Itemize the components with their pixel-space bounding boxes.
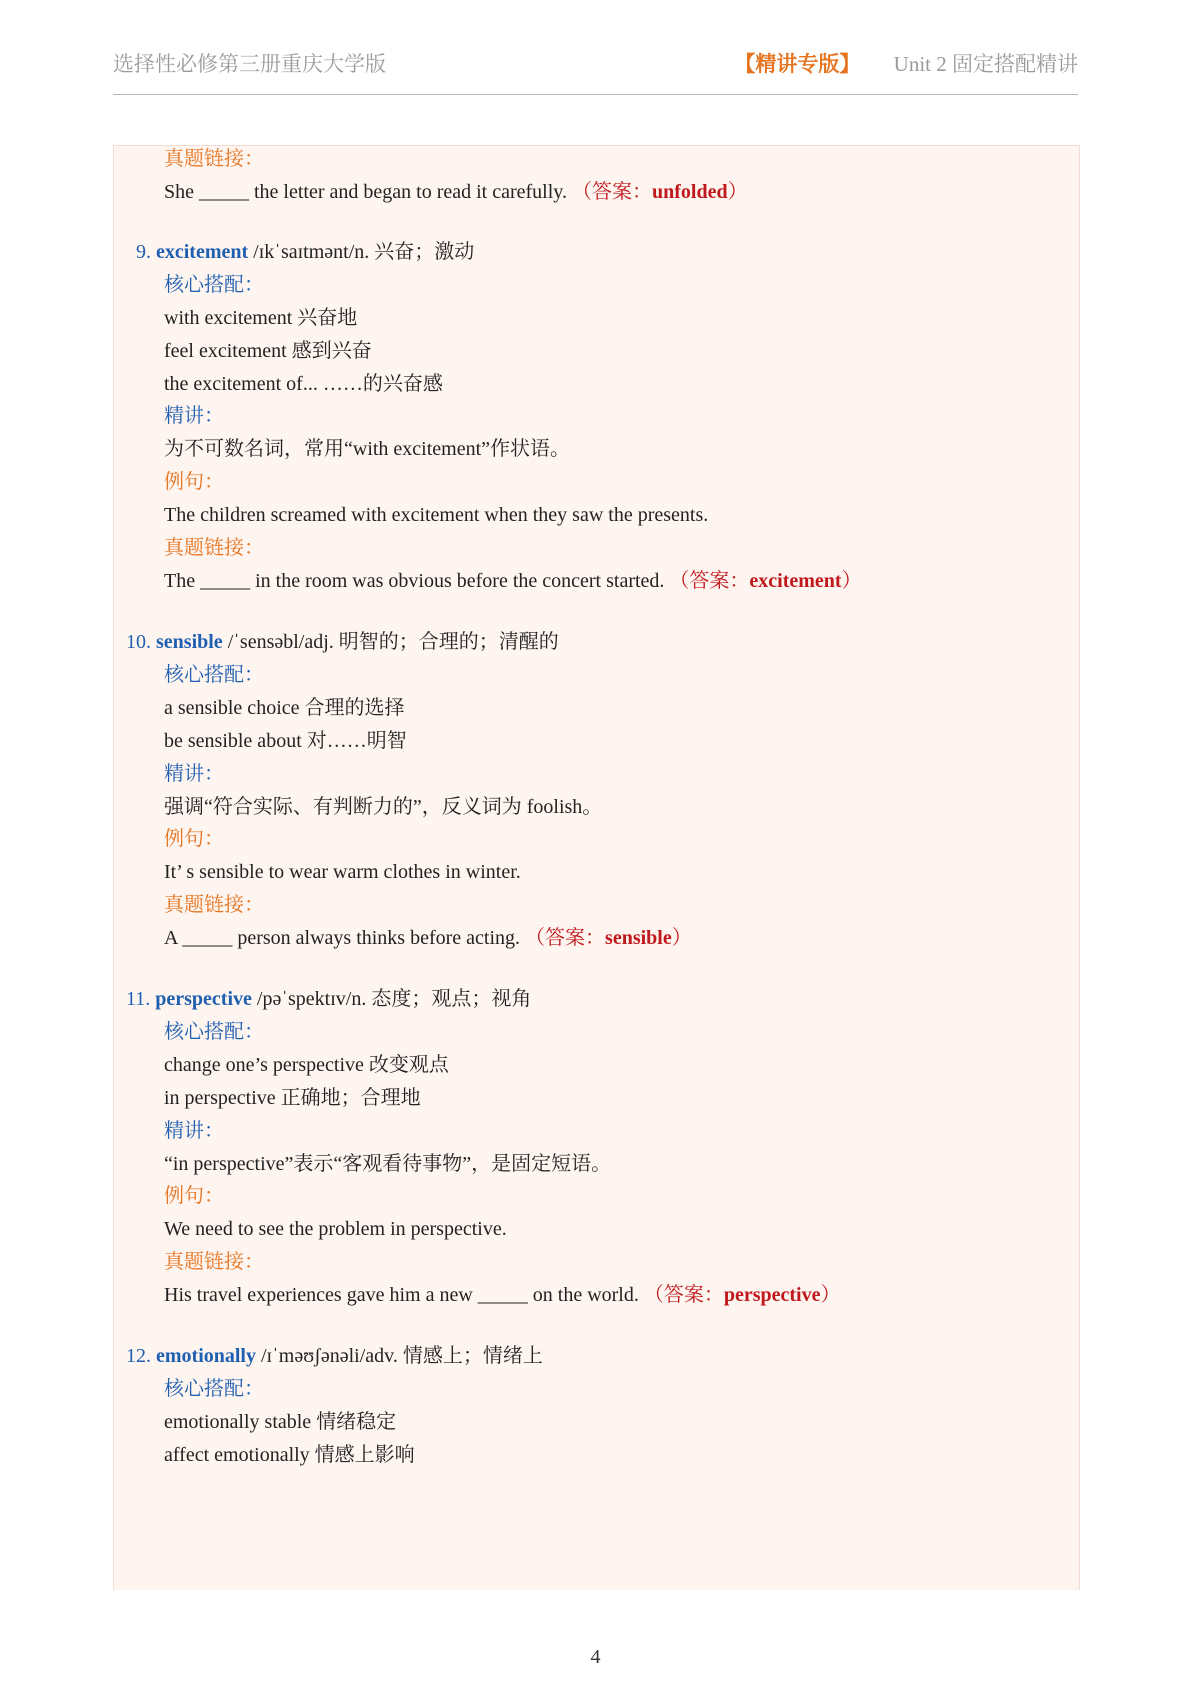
exam-sentence: [164, 179, 748, 205]
collocation-item: be sensible about 对……明智: [164, 730, 407, 752]
entry-heading: [136, 239, 474, 265]
answer-open: （答案：: [572, 181, 652, 203]
exam-sentence: [164, 925, 692, 951]
entry-heading: [126, 986, 531, 1012]
page-header: [113, 44, 1078, 95]
page-number: 4: [590, 1646, 601, 1668]
example-sentence: It’ s sensible to wear warm clothes in winter.: [164, 861, 521, 883]
answer-value: excitement: [749, 570, 842, 592]
explanation-text: “in perspective”表示“客观看待事物”，是固定短语。: [164, 1153, 612, 1175]
entry-heading: [126, 629, 559, 655]
answer-value: unfolded: [652, 181, 728, 203]
explanation-label: 精讲：: [164, 1120, 224, 1142]
entry-word: emotionally: [156, 1345, 256, 1367]
collocation-label: 核心搭配：: [164, 274, 264, 296]
content-panel: [113, 145, 1080, 1590]
entry-word: sensible: [156, 631, 223, 653]
entry-heading: [126, 1343, 543, 1369]
collocation-item: a sensible choice 合理的选择: [164, 697, 405, 719]
explanation-text: 强调“符合实际、有判断力的”，反义词为 foolish。: [164, 796, 603, 818]
exam-sentence: [164, 1282, 841, 1308]
answer-open: （答案：: [643, 1284, 724, 1306]
collocation-item: the excitement of... ……的兴奋感: [164, 373, 443, 395]
entry-number: 12.: [126, 1345, 151, 1367]
answer-value: perspective: [723, 1284, 821, 1306]
collocation-item: affect emotionally 情感上影响: [164, 1444, 415, 1466]
answer: [525, 927, 692, 949]
exam-text: His travel experiences gave him a new _____ on the world.: [164, 1284, 644, 1306]
answer-open: （答案：: [525, 927, 606, 949]
answer: [572, 181, 748, 203]
example-label: 例句：: [164, 828, 224, 850]
exam-link-label: 真题链接：: [164, 148, 264, 170]
answer-value: sensible: [605, 927, 672, 949]
entry-phonetic: /pəˈspektɪv/n. 态度；观点；视角: [251, 988, 532, 1010]
example-sentence: We need to see the problem in perspective.: [164, 1218, 507, 1240]
answer-close: ）: [841, 570, 862, 592]
entry-number: 9.: [136, 241, 151, 263]
book-title: 选择性必修第三册重庆大学版: [113, 52, 386, 76]
collocation-item: emotionally stable 情绪稳定: [164, 1411, 397, 1433]
example-label: 例句：: [164, 1185, 224, 1207]
entry-number: 11.: [126, 988, 151, 1010]
collocation-label: 核心搭配：: [164, 1378, 264, 1400]
exam-text: She _____ the letter and began to read it carefully.: [164, 181, 572, 203]
collocation-label: 核心搭配：: [164, 664, 264, 686]
answer-close: ）: [671, 927, 692, 949]
collocation-item: change one’s perspective 改变观点: [164, 1054, 449, 1076]
answer: [669, 570, 861, 592]
entry-phonetic: /ɪˈməʊʃənəli/adv. 情感上；情绪上: [256, 1345, 543, 1367]
answer-close: ）: [820, 1284, 841, 1306]
explanation-text: 为不可数名词，常用“with excitement”作状语。: [164, 438, 571, 460]
collocation-item: feel excitement 感到兴奋: [164, 340, 372, 362]
collocation-item: in perspective 正确地；合理地: [164, 1087, 421, 1109]
exam-text: A _____ person always thinks before acting.: [164, 927, 526, 949]
exam-link-label: 真题链接：: [164, 537, 264, 559]
exam-link-label: 真题链接：: [164, 894, 264, 916]
entry-number: 10.: [126, 631, 151, 653]
edition-label: 【精讲专版】: [734, 52, 861, 76]
exam-link-label: 真题链接：: [164, 1251, 264, 1273]
entry-phonetic: /ˈsensəbl/adj. 明智的；合理的；清醒的: [222, 631, 559, 653]
exam-text: The _____ in the room was obvious before the concert started.: [164, 570, 670, 592]
collocation-label: 核心搭配：: [164, 1021, 264, 1043]
answer-open: （答案：: [669, 570, 750, 592]
entry-phonetic: /ɪkˈsaɪtmənt/n. 兴奋；激动: [248, 241, 475, 263]
exam-sentence: [164, 568, 862, 594]
explanation-label: 精讲：: [164, 763, 224, 785]
unit-title: Unit 2 固定搭配精讲: [893, 52, 1078, 76]
answer-close: ）: [727, 181, 748, 203]
example-sentence: The children screamed with excitement when they saw the presents.: [164, 504, 709, 526]
example-label: 例句：: [164, 471, 224, 493]
header-right: [734, 48, 1078, 78]
entry-word: perspective: [155, 988, 252, 1010]
answer: [644, 1284, 841, 1306]
entry-word: excitement: [156, 241, 249, 263]
explanation-label: 精讲：: [164, 405, 224, 427]
collocation-item: with excitement 兴奋地: [164, 307, 358, 329]
